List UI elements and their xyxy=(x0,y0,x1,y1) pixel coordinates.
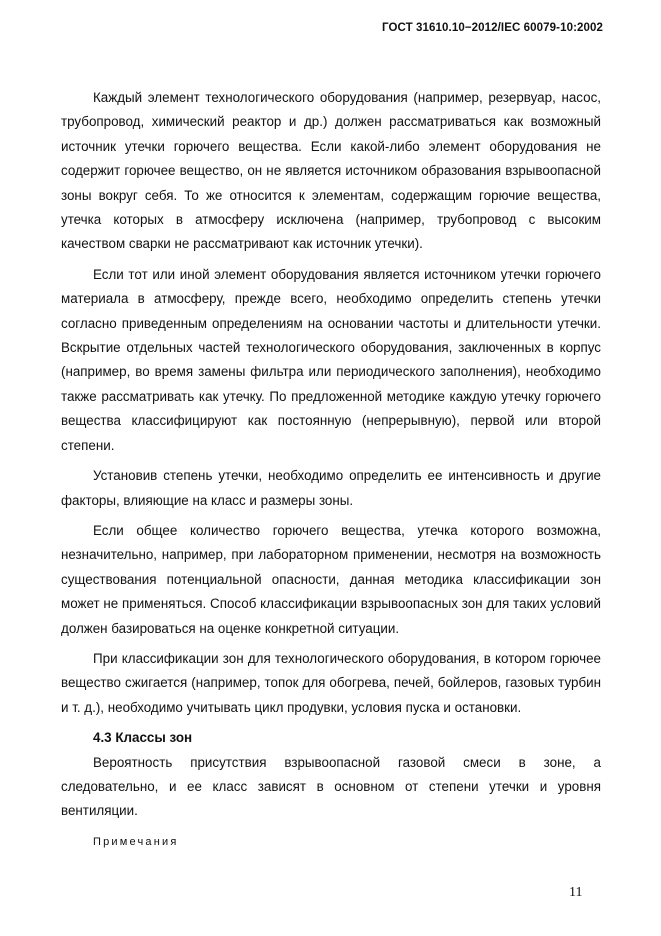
paragraph-leak-intensity: Установив степень утечки, необходимо определить ее интенсивность и другие факторы, влияющие на класс и размеры зоны. xyxy=(61,468,601,508)
paragraph-equipment-sources: Каждый элемент технологического оборудования (например, резервуар, насос, трубопровод, химический реактор и др.) должен рассматриваться как возможный источник утечки горючего вещества. Если какой-либо элемент оборудования не содержит горючее вещество, он не является источником образования взрывоопасной зоны вокруг себя. То же относится к элементам, содержащим горючие вещества, утечка которых в атмосферу исключена (например, трубопровод с высоким качеством сварки не рассматривают как источник утечки). xyxy=(61,90,601,252)
main-text xyxy=(61,86,601,854)
section-heading: 4.3 Классы зон xyxy=(93,730,193,746)
paragraph-zone-class: Вероятность присутствия взрывоопасной газовой смеси в зоне, а следовательно, и ее класс зависят в основном от степени утечки и уровня вентиляции. xyxy=(61,754,601,819)
paragraph-small-quantity: Если общее количество горючего вещества, утечка которого возможна, незначительно, например, при лабораторном применении, несмотря на возможность существования потенциальной опасности, данная методика классификации зон может не применяться. Способ классификации взрывоопасных зон для таких условий должен базироваться на оценке конкретной ситуации. xyxy=(61,522,601,636)
paragraph-combustion-equipment: При классификации зон для технологического оборудования, в котором горючее вещество сжигается (например, топок для обогрева, печей, бойлеров, газовых турбин и т. д.), необходимо учитывать цикл продувки, условия пуска и остановки. xyxy=(61,650,601,715)
page-number: 11 xyxy=(569,885,583,900)
paragraph-leak-degree: Если тот или иной элемент оборудования является источником утечки горючего материала в атмосферу, прежде всего, необходимо определить степень утечки согласно приведенным определениям на основании частоты и длительности утечки. Вскрытие отдельных частей технологического оборудования, заключенных в корпус (например, во время замены фильтра или периодического заполнения), необходимо также рассматривать как утечку. По предложенной методике каждую утечку горючего вещества классифицируют как постоянную (непрерывную), первой или второй степени. xyxy=(61,266,601,453)
notes-label: Примечания xyxy=(93,835,179,848)
document-code-header: ГОСТ 31610.10−2012/IEC 60079-10:2002 xyxy=(382,22,603,34)
